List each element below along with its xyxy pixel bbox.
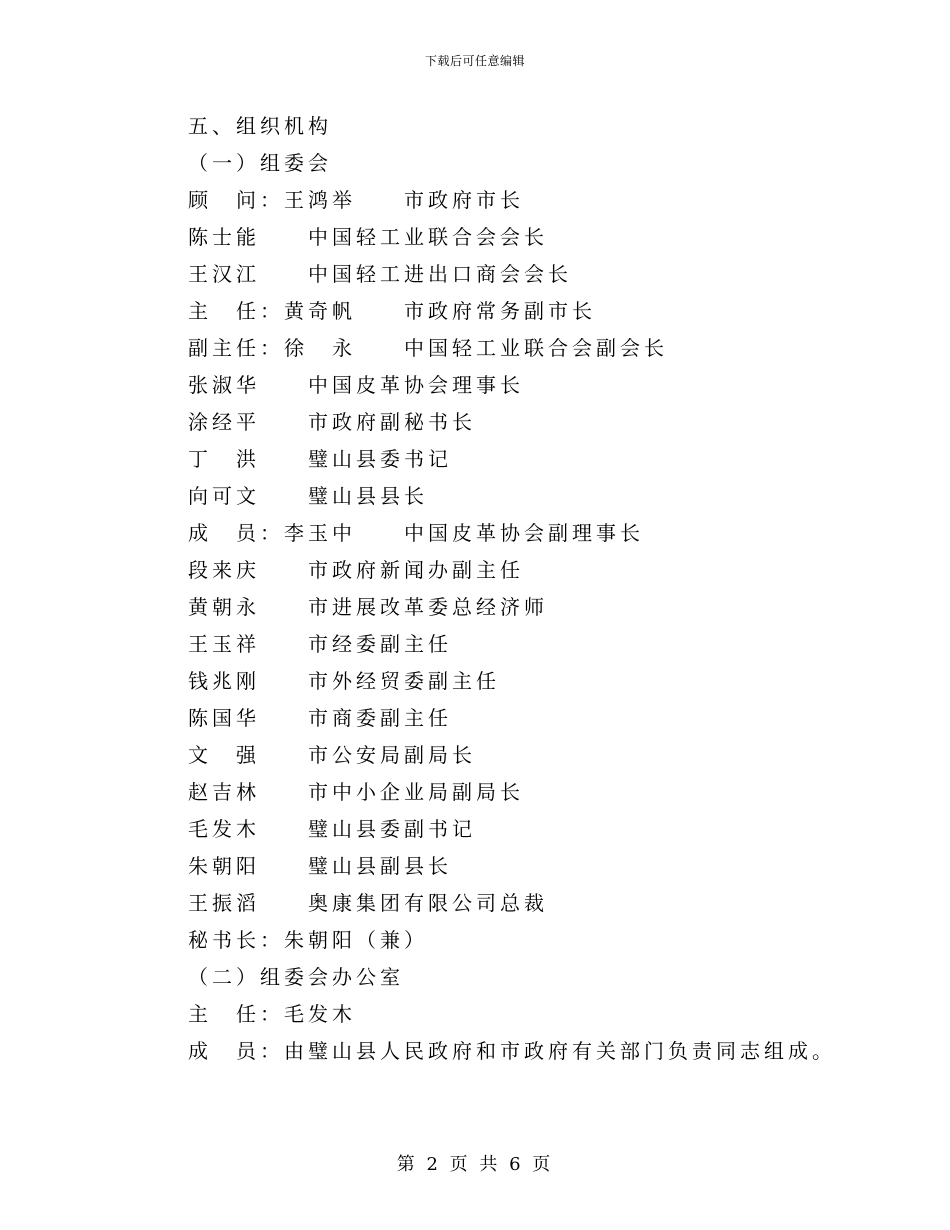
section-heading: 五、组织机构 xyxy=(188,114,332,138)
member-line: 毛发木 璧山县委副书记 xyxy=(188,817,476,841)
member-line: 文 强 市公安局副局长 xyxy=(188,743,476,767)
member-line: 王振滔 奥康集团有限公司总裁 xyxy=(188,891,548,915)
member-line: 秘书长：朱朝阳（兼） xyxy=(188,928,428,952)
member-line: 王汉江 中国轻工进出口商会会长 xyxy=(188,262,572,286)
subsection-heading: （一）组委会 xyxy=(188,151,332,175)
member-line: 主 任：黄奇帆 市政府常务副市长 xyxy=(188,299,596,323)
member-line: 张淑华 中国皮革协会理事长 xyxy=(188,373,524,397)
member-line: 成 员：李玉中 中国皮革协会副理事长 xyxy=(188,521,644,545)
member-line: 主 任：毛发木 xyxy=(188,1002,356,1026)
member-line: 王玉祥 市经委副主任 xyxy=(188,632,452,656)
member-line: 涂经平 市政府副秘书长 xyxy=(188,410,476,434)
member-line: 陈国华 市商委副主任 xyxy=(188,706,452,730)
member-line: 段来庆 市政府新闻办副主任 xyxy=(188,558,524,582)
page-number-footer: 第 2 页 共 6 页 xyxy=(396,1154,554,1175)
member-line: 赵吉林 市中小企业局副局长 xyxy=(188,780,524,804)
member-line: 向可文 璧山县县长 xyxy=(188,484,428,508)
member-line: 顾 问：王鸿举 市政府市长 xyxy=(188,188,524,212)
member-line: 副主任：徐 永 中国轻工业联合会副会长 xyxy=(188,336,668,360)
member-line: 朱朝阳 璧山县副县长 xyxy=(188,854,452,878)
member-line: 成 员：由璧山县人民政府和市政府有关部门负责同志组成。 xyxy=(188,1039,836,1063)
member-line: 丁 洪 璧山县委书记 xyxy=(188,447,452,471)
member-line: 钱兆刚 市外经贸委副主任 xyxy=(188,669,500,693)
member-line: 陈士能 中国轻工业联合会会长 xyxy=(188,225,548,249)
subsection-heading: （二）组委会办公室 xyxy=(188,965,404,989)
document-body xyxy=(188,108,868,1070)
member-line: 黄朝永 市进展改革委总经济师 xyxy=(188,595,548,619)
page-header-note: 下载后可任意编辑 xyxy=(424,54,525,68)
